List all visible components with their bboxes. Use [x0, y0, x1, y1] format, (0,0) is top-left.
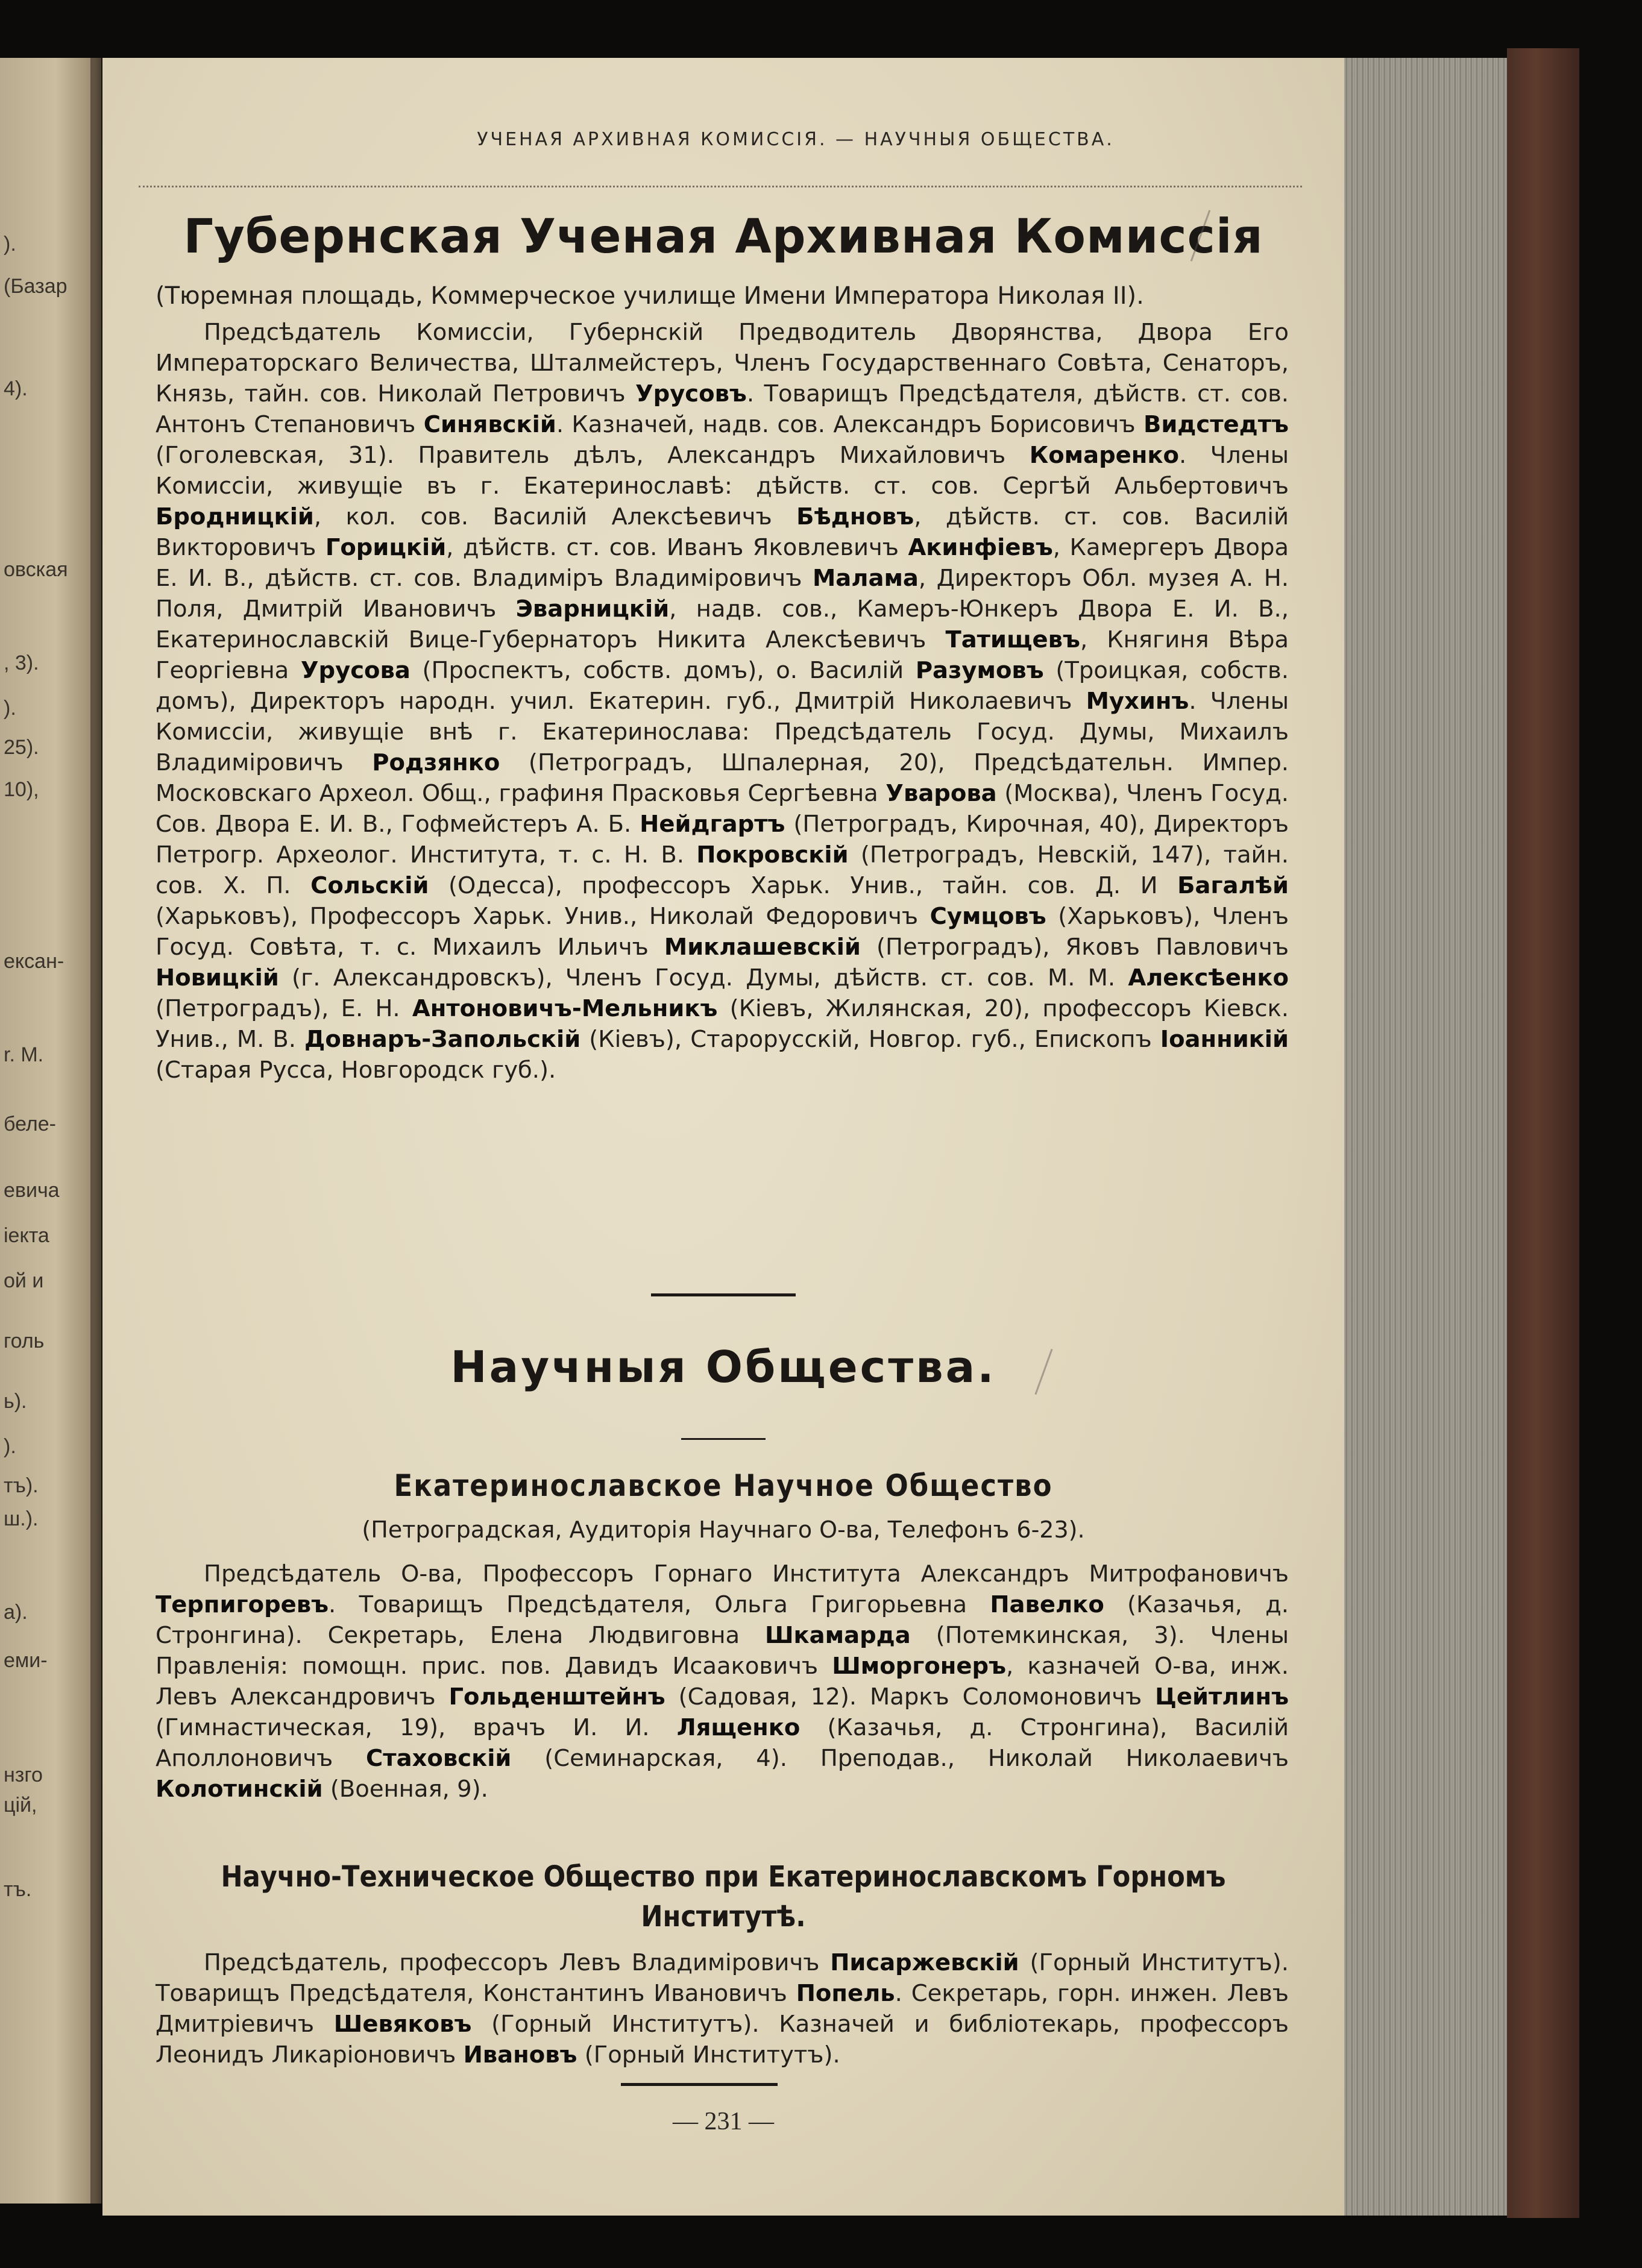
person-surname: Эварницкій: [515, 595, 670, 623]
adjacent-page-text: цій,: [4, 1794, 37, 1817]
adjacent-page-text: беле-: [4, 1113, 56, 1136]
subsection-title-technical-society: Научно-Техническое Общество при Екатеринославскомъ Горномъ Институтѣ.: [221, 1860, 1226, 1933]
person-surname: Синявскій: [423, 411, 556, 438]
person-surname: Видстедтъ: [1143, 411, 1289, 438]
person-surname: Покровскій: [696, 841, 849, 869]
adjacent-page-text: 4).: [4, 377, 28, 400]
adjacent-page-text: евича: [4, 1179, 60, 1202]
adjacent-page-fragment: [0, 58, 101, 2204]
adjacent-page-text: ).: [4, 697, 16, 720]
subsection-body-technical-society: Предсѣдатель, профессоръ Левъ Владиміровичъ Писаржевскій (Горный Институтъ). Товарищъ Предсѣдателя, Константинъ Ивановичъ Попель. Секретарь, горн. инжен. Левъ Дмитріевичъ Шевяковъ (Горный Институтъ). Казначей и библіотекарь, профессоръ Леонидъ Ликаріоновичъ Ивановъ (Горный Институтъ).: [156, 1949, 1289, 2069]
adjacent-page-text: ексан-: [4, 950, 64, 973]
person-surname: Іоанникій: [1160, 1026, 1289, 1053]
adjacent-page-text: еми-: [4, 1649, 48, 1672]
person-surname: Урусовъ: [635, 380, 747, 407]
person-surname: Писаржевскій: [830, 1949, 1019, 1976]
person-surname: Ивановъ: [463, 2041, 577, 2069]
adjacent-page-text: іекта: [4, 1224, 49, 1247]
person-surname: Багалѣй: [1177, 872, 1289, 899]
adjacent-page-text: ).: [4, 233, 16, 256]
book-cover-edge: [1507, 48, 1579, 2218]
header-rule: [139, 186, 1302, 187]
person-surname: Уварова: [885, 780, 997, 807]
person-surname: Лященко: [676, 1714, 801, 1741]
person-surname: Нейдгартъ: [640, 811, 785, 838]
person-surname: Гольденштейнъ: [448, 1683, 665, 1710]
person-surname: Стаховскій: [366, 1745, 512, 1772]
running-head: УЧЕНАЯ АРХИВНАЯ КОМИССІЯ. — НАУЧНЫЯ ОБЩЕСТВА.: [477, 129, 1115, 150]
adjacent-page-text: (Базар: [4, 275, 68, 298]
person-surname: Попель: [796, 1980, 895, 2007]
adjacent-page-text: тъ).: [4, 1474, 39, 1497]
person-surname: Бѣдновъ: [796, 503, 914, 530]
person-surname: Терпигоревъ: [156, 1591, 329, 1618]
section-address-archive-commission: (Тюремная площадь, Коммерческое училище Имени Императора Николая II).: [156, 282, 1144, 310]
adjacent-page-text: ой и: [4, 1269, 44, 1292]
adjacent-page-text: ).: [4, 1435, 16, 1458]
subsection-body-ekaterinoslav-society: Предсѣдатель О-ва, Профессоръ Горнаго Института Александръ Митрофановичъ Терпигоревъ. Товарищъ Предсѣдателя, Ольга Григорьевна Павелко (Казачья, д. Стронгина). Секретарь, Елена Людвиговна Шкамарда (Потемкинская, 3). Члены Правленія: помощн. прис. пов. Давидъ Исааковичъ Шморгонеръ, казначей О-ва, инж. Левъ Александровичъ Гольденштейнъ (Садовая, 12). Маркъ Соломоновичъ Цейтлинъ (Гимнастическая, 19), врачъ И. И. Лященко (Казачья, д. Стронгина), Василій Аполлоновичъ Стаховскій (Семинарская, 4). Преподав., Николай Николаевичъ Колотинскій (Военная, 9).: [156, 1560, 1289, 1803]
person-surname: Шморгонеръ: [832, 1653, 1007, 1680]
person-surname: Сумцовъ: [930, 903, 1046, 930]
person-surname: Павелко: [990, 1591, 1104, 1618]
section-body-archive-commission: Предсѣдатель Комиссіи, Губернскій Предводитель Дворянства, Двора Его Императорскаго Величества, Шталмейстеръ, Членъ Государственнаго Совѣта, Сенаторъ, Князь, тайн. сов. Николай Петровичъ Урусовъ. Товарищъ Предсѣдателя, дѣйств. ст. сов. Антонъ Степановичъ Синявскій. Казначей, надв. сов. Александръ Борисовичъ Видстедтъ (Гоголевская, 31). Правитель дѣлъ, Александръ Михайловичъ Комаренко. Члены Комиссіи, живущіе въ г. Екатеринославѣ: дѣйств. ст. сов. Сергѣй Альбертовичъ Бродницкій, кол. сов. Василій Алексѣевичъ Бѣдновъ, дѣйств. ст. сов. Василій Викторовичъ Горицкій, дѣйств. ст. сов. Иванъ Яковлевичъ Акинфіевъ, Камергеръ Двора Е. И. В., дѣйств. ст. сов. Владиміръ Владиміровичъ Малама, Директоръ Обл. музея А. Н. Поля, Дмитрій Ивановичъ Эварницкій, надв. сов., Камеръ-Юнкеръ Двора Е. И. В., Екатеринославскій Вице-Губернаторъ Никита Алексѣевичъ Татищевъ, Княгиня Вѣра Георгіевна Урусова (Проспектъ, собств. домъ), о. Василій Разумовъ (Троицкая, собств. домъ), Директоръ народн. учил. Екатерин. губ., Дмитрій Николаевичъ Мухинъ. Члены Комиссіи, живущіе внѣ г. Екатеринослава: Предсѣдатель Госуд. Думы, Михаилъ Владиміровичъ Родзянко (Петроградъ, Шпалерная, 20), Предсѣдательн. Импер. Московскаго Археол. Общ., графиня Прасковья Сергѣевна Уварова (Москва), Членъ Госуд. Сов. Двора Е. И. В., Гофмейстеръ А. Б. Нейдгартъ (Петроградъ, Кирочная, 40), Директоръ Петрогр. Археолог. Института, т. с. Н. В. Покровскій (Петроградъ, Невскій, 147), тайн. сов. Х. П. Сольскій (Одесса), профессоръ Харьк. Унив., тайн. сов. Д. И Багалѣй (Харьковъ), Профессоръ Харьк. Унив., Николай Федоровичъ Сумцовъ (Харьковъ), Членъ Госуд. Совѣта, т. с. Михаилъ Ильичъ Миклашевскій (Петроградъ), Яковъ Павловичъ Новицкій (г. Александровскъ), Членъ Госуд. Думы, дѣйств. ст. сов. М. М. Алексѣенко (Петроградъ), Е. Н. Антоновичъ-Мельникъ (Кіевъ, Жилянская, 20), профессоръ Кіевск. Унив., М. В. Довнаръ-Запольскій (Кіевъ), Старорусскій, Новгор. губ., Епископъ Іоанникій (Старая Русса, Новгородск губ.).: [156, 319, 1289, 1084]
adjacent-page-text: r. М.: [4, 1043, 44, 1066]
person-surname: Малама: [812, 565, 919, 592]
subsection-title-ekaterinoslav-society: Екатеринославское Научное Общество: [394, 1468, 1053, 1503]
person-surname: Комаренко: [1029, 442, 1179, 469]
subsection-address: (Петроградская, Аудиторія Научнаго О-ва, Телефонъ 6-23).: [362, 1516, 1085, 1543]
person-surname: Цейтлинъ: [1155, 1683, 1289, 1710]
person-surname: Урусова: [300, 657, 410, 684]
adjacent-page-text: 25).: [4, 736, 39, 759]
adjacent-page-text: а).: [4, 1601, 28, 1624]
adjacent-page-text: нзго: [4, 1764, 43, 1786]
person-surname: Разумовъ: [915, 657, 1044, 684]
person-surname: Родзянко: [372, 749, 500, 776]
adjacent-page-text: голь: [4, 1330, 45, 1352]
person-surname: Новицкій: [156, 964, 279, 991]
person-surname: Сольскій: [310, 872, 429, 899]
footer-divider: [621, 2083, 778, 2086]
person-surname: Горицкій: [325, 534, 447, 561]
section-divider: [681, 1438, 766, 1440]
person-surname: Довнаръ-Запольскій: [304, 1026, 581, 1053]
person-surname: Бродницкій: [156, 503, 314, 530]
section-title-archive-commission: Губернская Ученая Архивная Комиссія: [183, 210, 1263, 264]
person-surname: Миклашевскій: [664, 934, 861, 961]
section-title-scientific-societies: Научныя Общества.: [450, 1342, 996, 1392]
adjacent-page-text: , 3).: [4, 652, 39, 674]
book-page: [102, 58, 1344, 2216]
person-surname: Шкамарда: [764, 1622, 911, 1649]
section-divider: [651, 1293, 796, 1296]
adjacent-page-text: тъ.: [4, 1878, 32, 1901]
person-surname: Колотинскій: [156, 1776, 323, 1803]
person-surname: Мухинъ: [1086, 688, 1189, 715]
page-number: — 231 —: [673, 2108, 774, 2135]
person-surname: Антоновичъ-Мельникъ: [412, 995, 718, 1022]
adjacent-page-text: 10),: [4, 778, 39, 801]
adjacent-page-text: ь).: [4, 1390, 27, 1413]
person-surname: Алексѣенко: [1128, 964, 1289, 991]
adjacent-page-text: овская: [4, 558, 68, 581]
person-surname: Татищевъ: [945, 626, 1080, 653]
person-surname: Акинфіевъ: [908, 534, 1053, 561]
page-edges: [1343, 58, 1524, 2216]
adjacent-page-text: ш.).: [4, 1507, 39, 1530]
person-surname: Шевяковъ: [333, 2011, 472, 2038]
